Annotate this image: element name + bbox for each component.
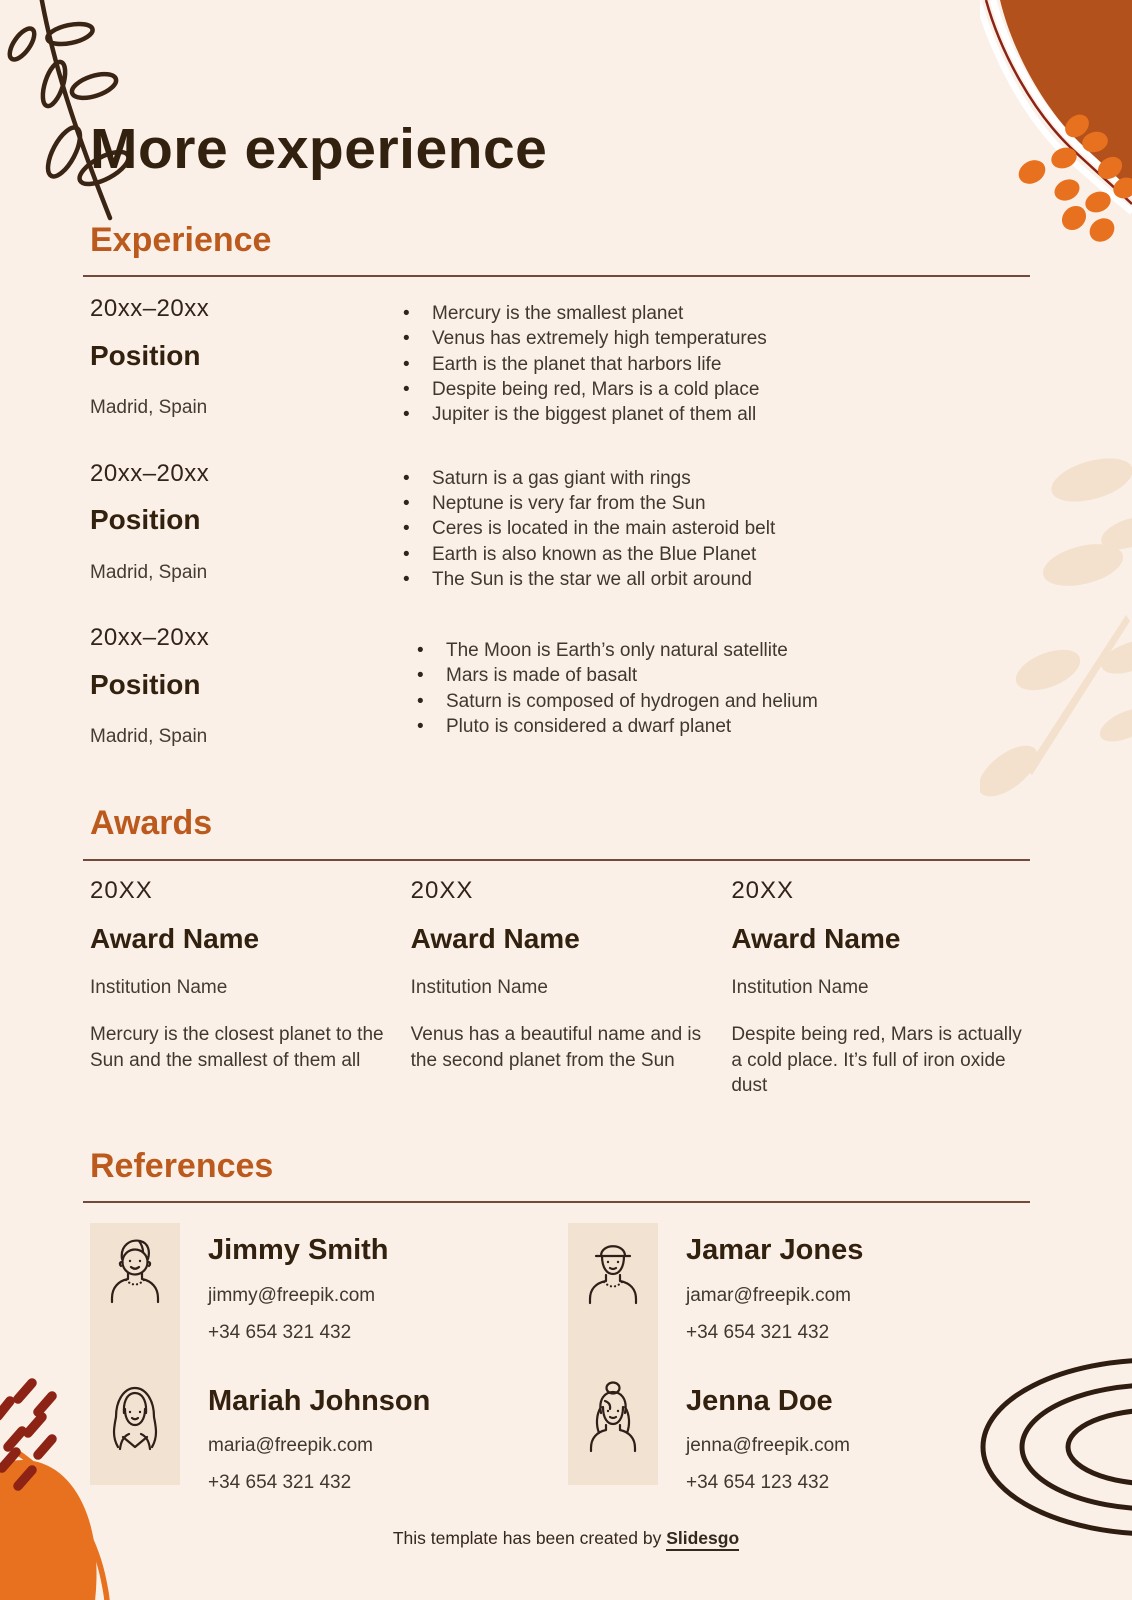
experience-bullet: • Saturn is a gas giant with rings [402,466,1030,491]
experience-position: Position [90,504,201,536]
reference-phone: +34 654 321 432 [686,1321,830,1343]
experience-divider [83,275,1030,277]
experience-section [90,219,1030,750]
reference-email: jimmy@freepik.com [208,1285,376,1307]
references-heading: References [90,1146,274,1185]
experience-location: Madrid, Spain [90,397,208,419]
awards-divider [83,859,1030,861]
award-description: Despite being red, Mars is actually a cold place. It’s full of iron oxide dust [731,1024,1022,1097]
references-divider [83,1201,1030,1203]
experience-entry [90,295,1030,427]
woman-bun-avatar-icon [581,1379,645,1457]
award-institution: Institution Name [90,976,228,998]
experience-bullet: • The Moon is Earth’s only natural satellite [416,638,1030,663]
reference-phone: +34 654 321 432 [208,1472,352,1494]
experience-bullet-list [416,624,1030,750]
woman-long-hair-avatar-icon [103,1379,167,1457]
award-card [731,877,1030,1099]
footer-credit-text: This template has been created by [392,1528,667,1548]
experience-bullet: • Mars is made of basalt [416,663,1030,688]
experience-entry-meta [90,460,402,592]
experience-dates: 20xx–20xx [90,459,210,487]
experience-dates: 20xx–20xx [90,295,210,323]
award-institution: Institution Name [410,976,548,998]
award-name: Award Name [90,923,260,955]
awards-section [90,802,1030,1099]
award-name: Award Name [410,923,580,955]
reference-name: Mariah Johnson [208,1384,431,1417]
experience-dates: 20xx–20xx [90,624,210,652]
awards-grid [90,877,1030,1099]
references-column-left [90,1223,568,1503]
experience-entry-meta [90,295,402,427]
reference-person [686,1223,1030,1345]
experience-entry [90,624,1030,750]
experience-entry-meta [90,624,402,750]
experience-bullet: • The Sun is the star we all orbit around [402,567,1030,592]
reference-name: Jenna Doe [686,1384,833,1417]
reference-name: Jamar Jones [686,1234,864,1267]
experience-bullet: • Venus has extremely high temperatures [402,326,1030,351]
experience-bullet: • Saturn is composed of hydrogen and helium [416,689,1030,714]
reference-person [208,1384,568,1496]
experience-bullet-list [402,295,1030,427]
awards-heading: Awards [90,804,213,843]
experience-bullet: • Despite being red, Mars is a cold place [402,377,1030,402]
experience-bullet: • Jupiter is the biggest planet of them all [402,402,1030,427]
experience-bullet: • Earth is the planet that harbors life [402,352,1030,377]
experience-bullet: • Pluto is considered a dwarf planet [416,714,1030,739]
man-hat-avatar-icon [581,1231,645,1309]
award-card [411,877,710,1099]
reference-phone: +34 654 123 432 [686,1472,830,1494]
experience-location: Madrid, Spain [90,726,208,748]
page-content [90,0,1030,1503]
experience-bullet: • Earth is also known as the Blue Planet [402,542,1030,567]
experience-entry [90,460,1030,592]
man-avatar-icon [103,1231,167,1309]
award-name: Award Name [731,923,901,955]
experience-bullet: • Ceres is located in the main asteroid belt [402,516,1030,541]
reference-email: maria@freepik.com [208,1435,373,1457]
experience-position: Position [90,339,201,371]
experience-bullet-list [402,460,1030,592]
reference-phone: +34 654 321 432 [208,1321,352,1343]
award-year: 20XX [410,876,474,904]
reference-person [686,1384,1030,1496]
award-description: Venus has a beautiful name and is the second planet from the Sun [410,1024,702,1071]
references-column-right [568,1223,1030,1503]
experience-bullet: • Neptune is very far from the Sun [402,491,1030,516]
experience-entries [90,295,1030,750]
footer [0,1528,1132,1549]
experience-position: Position [90,668,201,700]
slidesgo-link[interactable]: Slidesgo [666,1528,739,1551]
experience-location: Madrid, Spain [90,561,208,583]
experience-heading: Experience [90,220,272,259]
award-year: 20XX [90,876,153,904]
reference-person [208,1223,568,1345]
award-description: Mercury is the closest planet to the Sun and the smallest of them all [90,1024,384,1071]
award-institution: Institution Name [731,976,869,998]
references-section [90,1145,1030,1504]
reference-name: Jimmy Smith [208,1234,389,1267]
page-title: More experience [90,117,548,181]
experience-bullet: • Mercury is the smallest planet [402,301,1030,326]
award-year: 20XX [731,876,795,904]
award-card [90,877,389,1099]
references-grid [90,1223,1030,1503]
reference-email: jamar@freepik.com [686,1285,851,1307]
reference-email: jenna@freepik.com [686,1435,850,1457]
